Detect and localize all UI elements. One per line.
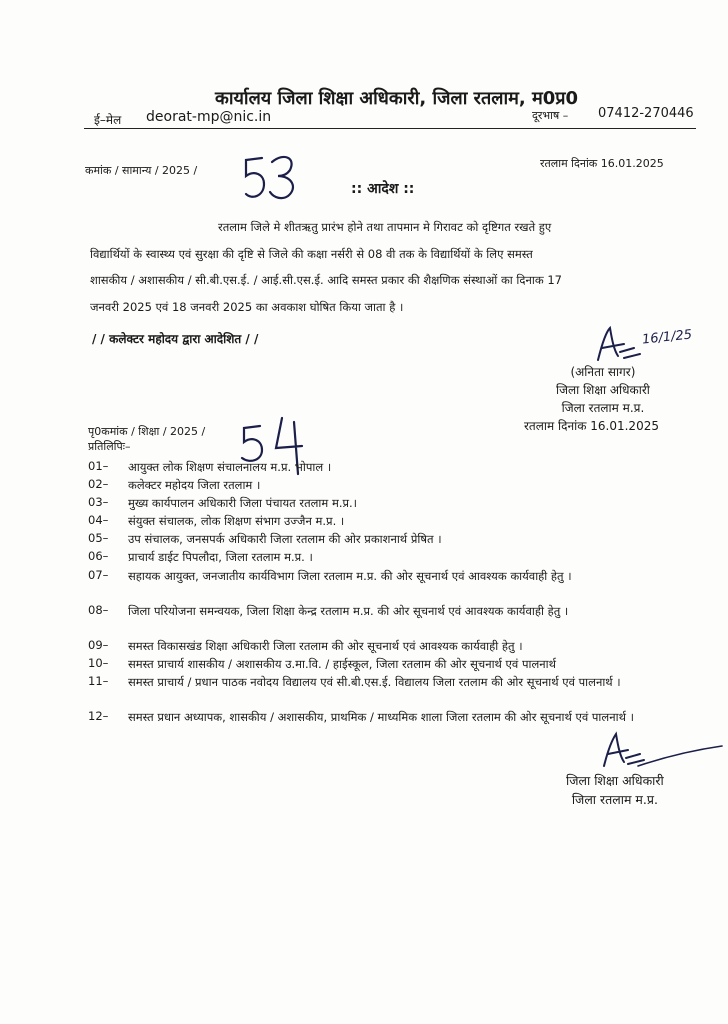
list-item-number: 02– [88,477,109,491]
signature-date-handwritten: 16/1/25 [641,327,693,348]
header-divider [84,128,696,129]
list-item-text: सहायक आयुक्त, जनजातीय कार्यविभाग जिला रतलाम म.प्र. की ओर सूचनार्थ एवं आवश्यक कार्यवाही हेतु । [128,569,572,583]
order-body-line: शासकीय / अशासकीय / सी.बी.एस.ई. / आई.सी.एस.ई. आदि समस्त प्रकार की शैक्षणिक संस्थाओं का दिनाक 17 [90,273,562,287]
order-body [90,214,690,320]
list-item-number: 05– [88,531,109,545]
list-item-number: 09– [88,638,109,652]
list-item-number: 10– [88,656,109,670]
list-item-text: मुख्य कार्यपालन अधिकारी जिला पंचायत रतलाम म.प्र.। [128,496,358,510]
signatory-designation: जिला शिक्षा अधिकारी [566,773,664,788]
list-item-text: आयुक्त लोक शिक्षण संचालनालय म.प्र. भोपाल । [128,460,332,474]
signatory-district: जिला रतलाम म.प्र. [571,792,658,807]
list-item-number: 04– [88,513,109,527]
list-item-text: समस्त विकासखंड शिक्षा अधिकारी जिला रतलाम की ओर सूचनार्थ एवं आवश्यक कार्यवाही हेतु । [128,639,523,653]
list-item-text: संयुक्त संचालक, लोक शिक्षण संभाग उज्जैन म.प्र. । [128,514,345,528]
signatory-district: जिला रतलाम म.प्र. [561,401,645,415]
signatory-block-1 [556,363,650,417]
list-item-text: उप संचालक, जनसपर्क अधिकारी जिला रतलाम की ओर प्रकाशनार्थ प्रेषित । [128,532,442,546]
order-body-line: जनवरी 2025 एवं 18 जनवरी 2025 का अवकाश घोषित किया जाता है । [90,299,404,314]
list-item-text: प्राचार्य डाईट पिपलौदा, जिला रतलाम म.प्र. । [128,550,313,564]
phone-label: दूरभाष – [532,109,569,122]
list-item-text: कलेक्टर महोदय जिला रतलाम । [128,478,261,492]
order-body-line: विद्यार्थियों के स्वास्थ्य एवं सुरक्षा की दृष्टि से जिले की कक्षा नर्सरी से 08 वी तक के विद्यार्थियों के लिए समस्त [90,246,533,261]
order-date: रतलाम दिनांक 16.01.2025 [540,157,664,170]
list-item-text: समस्त प्राचार्य शासकीय / अशासकीय उ.मा.वि. / हाईस्कूल, जिला रतलाम की ओर सूचनार्थ एवं पालनार्थ [128,657,556,671]
list-item-text: समस्त प्राचार्य / प्रधान पाठक नवोदय विद्यालय एवं सी.बी.एस.ई. विद्यालय जिला रतलाम की ओर सूचनार्थ एवं पालनार्थ । [128,675,621,689]
signature-2 [598,730,724,774]
list-item-number: 07– [88,568,109,582]
copy-reference: पृ0कमांक / शिक्षा / 2025 / [88,425,206,438]
list-item-text: जिला परियोजना समन्वयक, जिला शिक्षा केन्द्र रतलाम म.प्र. की ओर सूचनार्थ एवं आवश्यक कार्यवाही हेतु । [128,604,569,618]
email-address: deorat-mp@nic.in [146,109,272,125]
list-item-number: 06– [88,549,109,563]
ordered-by-collector: / / कलेक्टर महोदय द्वारा आदेशित / / [92,332,259,346]
copy-date: रतलाम दिनांक 16.01.2025 [524,419,659,433]
copy-label: प्रतिलिपिः– [88,440,131,453]
phone-number: 07412-270446 [598,106,694,121]
email-label: ई–मेल [94,113,122,127]
list-item-text: समस्त प्रधान अध्यापक, शासकीय / अशासकीय, प्राथमिक / माध्यमिक शाला जिला रतलाम की ओर सूचनार्थ एवं पालनार्थ । [128,710,634,724]
list-item-number: 11– [88,674,109,688]
order-heading: :: आदेश :: [351,181,415,197]
list-item-number: 12– [88,709,109,723]
office-title: कार्यालय जिला शिक्षा अधिकारी, जिला रतलाम, म0प्र0 [215,88,579,109]
handwritten-ref-number-53 [240,148,310,208]
order-reference: कमांक / सामान्य / 2025 / [85,164,198,177]
order-body-line: रतलाम जिले मे शीतऋतु प्रारंभ होने तथा तापमान मे गिरावट को दृष्टिगत रखते हुए [218,220,552,234]
list-item-number: 08– [88,603,109,617]
signatory-block-2 [566,771,664,809]
list-item-number: 01– [88,459,109,473]
signatory-name: (अनिता सागर) [570,365,636,379]
signatory-designation: जिला शिक्षा अधिकारी [556,383,650,397]
list-item-number: 03– [88,495,109,509]
